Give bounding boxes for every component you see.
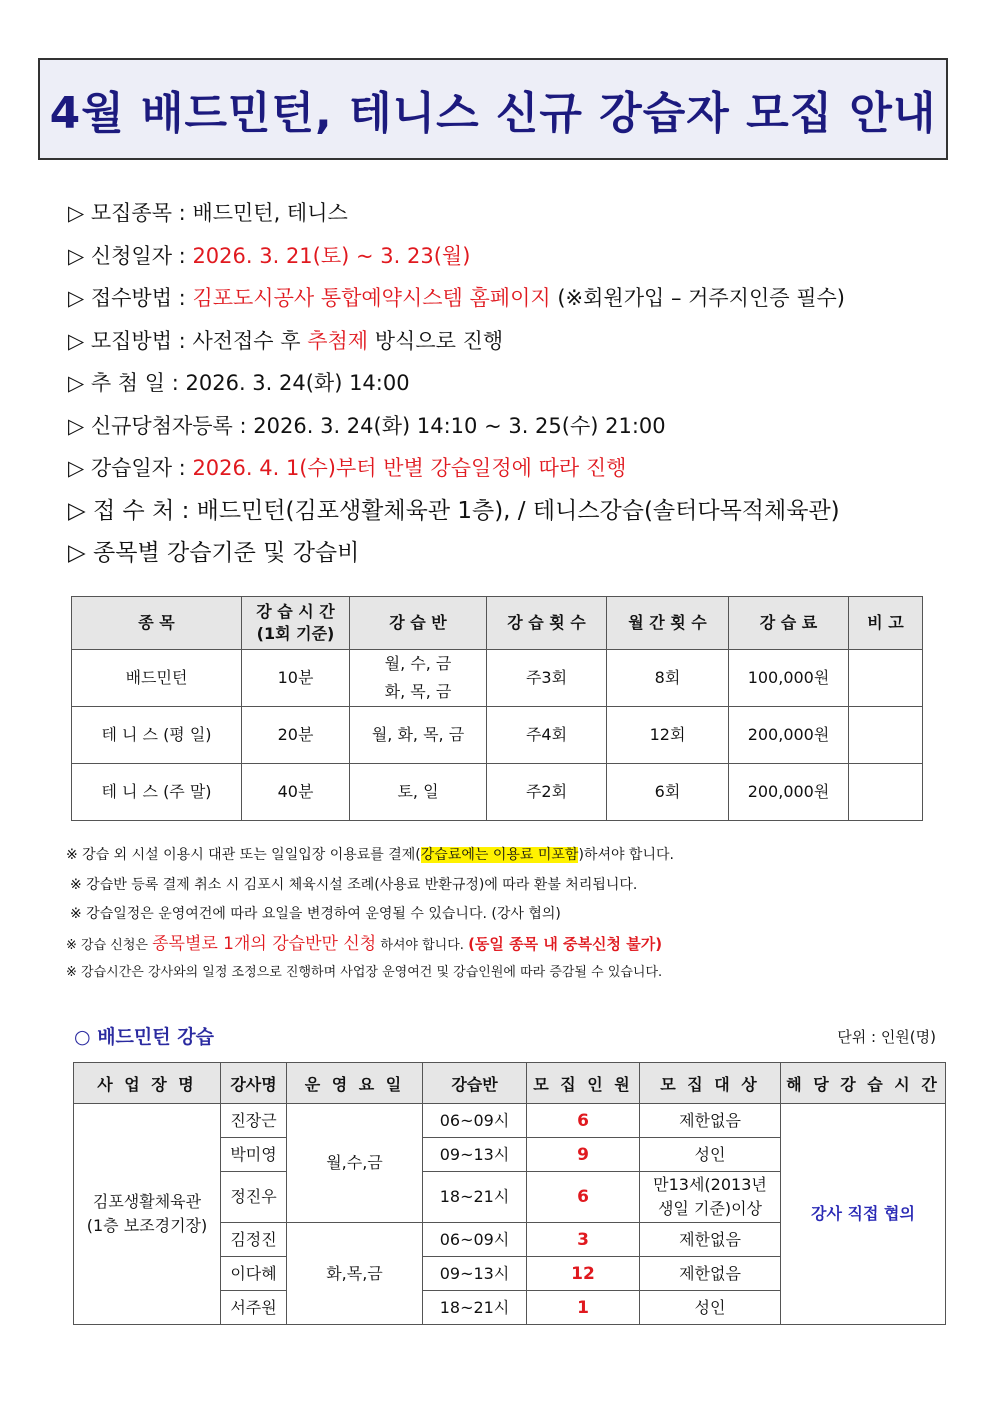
table-row: 배드민턴 10분 월, 수, 금 화, 목, 금 주3회 8회 100,000원	[72, 650, 923, 707]
note-4: ※ 강습 신청은 종목별로 1개의 강습반만 신청 하셔야 합니다. (동일 종목 내 중복신청 불가)	[66, 933, 663, 954]
info-item: ▷ 모집방법 : 사전접수 후 추첨제 방식으로 진행	[68, 328, 504, 353]
title-box	[38, 58, 948, 160]
unit-label: 단위 : 인원(명)	[837, 1028, 936, 1046]
lesson-time-cell: 강사 직접 협의	[781, 1104, 946, 1325]
note-1: ※ 강습 외 시설 이용시 대관 또는 일일입장 이용료를 결제(강습료에는 이용료 미포함)하셔야 합니다.	[66, 847, 674, 863]
table-row: 서주원 18~21시 1 성인	[74, 1291, 946, 1325]
triangle-icon: ▷	[68, 456, 85, 480]
info-item: ▷ 모집종목 : 배드민턴, 테니스	[68, 201, 348, 225]
note-5: ※ 강습시간은 강사와의 일정 조정으로 진행하며 사업장 운영여건 및 강습인원에 따라 증감될 수 있습니다.	[66, 965, 663, 980]
table-row: 김포생활체육관 (1층 보조경기장) 진장근 월,수,금 06~09시 6 제한없음 강사 직접 협의	[74, 1104, 946, 1138]
highlight: 강습료에는 이용료 미포함	[420, 847, 579, 863]
info-item: ▷ 신청일자 : 2026. 3. 21(토) ~ 3. 23(월)	[68, 243, 471, 268]
notes	[66, 842, 966, 990]
badminton-schedule-table	[73, 1062, 946, 1325]
venue-cell: 김포생활체육관 (1층 보조경기장)	[74, 1104, 221, 1325]
header-cell: 강 습 시 간 (1회 기준)	[242, 597, 350, 650]
table-row: 테 니 스 (평 일) 20분 월, 화, 목, 금 주4회 12회 200,000원	[72, 707, 923, 764]
triangle-icon: ▷	[68, 243, 85, 268]
header-cell: 강 습 반	[350, 597, 487, 650]
triangle-icon: ▷	[68, 413, 85, 438]
header-cell: 강 습 횟 수	[487, 597, 607, 650]
page-title: 4월 배드민턴, 테니스 신규 강습자 모집 안내	[49, 88, 937, 139]
note-2: ※ 강습반 등록 결제 취소 시 김포시 체육시설 조례(사용료 반환규정)에 따라 환불 처리됩니다.	[70, 876, 638, 893]
info-item: ▷ 접수방법 : 김포도시공사 통합예약시스템 홈페이지 (※회원가입 – 거주지인증 필수)	[68, 286, 845, 310]
note-3: ※ 강습일정은 운영여건에 따라 요일을 변경하여 운영될 수 있습니다. (강사 협의)	[70, 906, 561, 922]
triangle-icon: ▷	[68, 201, 85, 225]
triangle-icon: ▷	[68, 540, 86, 566]
info-item: ▷ 강습일자 : 2026. 4. 1(수)부터 반별 강습일정에 따라 진행	[68, 456, 627, 480]
header-cell: 종 목	[72, 597, 242, 650]
table-row: 정진우 18~21시 6 만13세(2013년 생일 기준)이상	[74, 1172, 946, 1223]
info-item: ▷ 접 수 처 : 배드민턴(김포생활체육관 1층), / 테니스강습(솔터다목적체육관)	[68, 497, 840, 524]
fee-table	[71, 596, 923, 821]
triangle-icon: ▷	[68, 497, 86, 524]
table-row: 이다혜 09~13시 12 제한없음	[74, 1257, 946, 1291]
info-item: ▷ 종목별 강습기준 및 강습비	[68, 540, 360, 566]
header-cell: 월 간 횟 수	[607, 597, 729, 650]
table-header-row	[72, 597, 923, 650]
section-heading: ○ 배드민턴 강습	[74, 1026, 214, 1048]
info-item: ▷ 신규당첨자등록 : 2026. 3. 24(화) 14:10 ~ 3. 25(수) 21:00	[68, 413, 666, 438]
info-item: ▷ 추 첨 일 : 2026. 3. 24(화) 14:00	[68, 371, 410, 395]
header-cell: 강 습 료	[729, 597, 849, 650]
triangle-icon: ▷	[68, 286, 85, 310]
triangle-icon: ▷	[68, 371, 85, 395]
days-cell: 화,목,금	[287, 1223, 423, 1325]
header-cell: 비 고	[849, 597, 923, 650]
table-row: 박미영 09~13시 9 성인	[74, 1138, 946, 1172]
info-list	[68, 196, 968, 579]
table-row: 김정진 화,목,금 06~09시 3 제한없음	[74, 1223, 946, 1257]
triangle-icon: ▷	[68, 328, 85, 353]
table-header-row: 사 업 장 명 강사명 운 영 요 일 강습반 모 집 인 원 모 집 대 상 해 당 강 습 시 간	[74, 1063, 946, 1104]
days-cell: 월,수,금	[287, 1104, 423, 1223]
table-row: 테 니 스 (주 말) 40분 토, 일 주2회 6회 200,000원	[72, 764, 923, 821]
